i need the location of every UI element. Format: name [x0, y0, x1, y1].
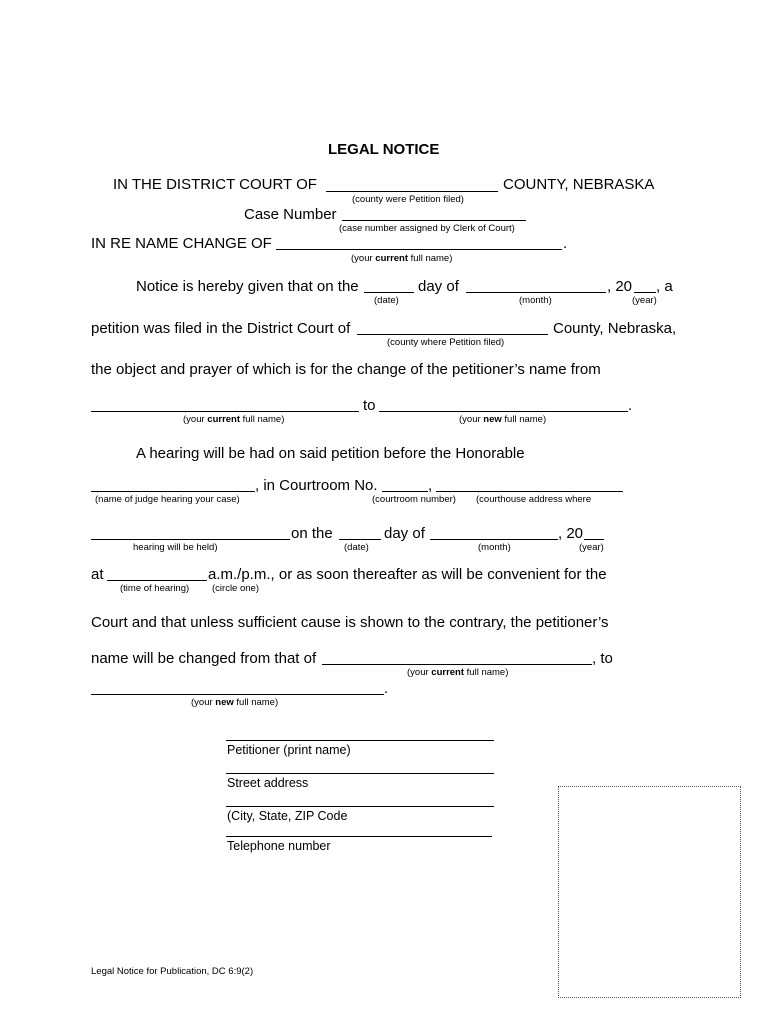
- notice-current-hint: (your current full name): [183, 414, 285, 425]
- hearing-court-line: Court and that unless sufficient cause is shown to the contrary, the petitioner’s: [91, 614, 609, 631]
- from-current-name-field[interactable]: [91, 411, 359, 412]
- notice-line1-d: , a: [656, 278, 673, 295]
- notice-month-hint: (month): [519, 295, 552, 306]
- page-title: LEGAL NOTICE: [328, 141, 440, 158]
- notice-year-field[interactable]: [634, 292, 656, 293]
- notice-county-field[interactable]: [357, 334, 548, 335]
- hearing-on-the: on the: [291, 525, 333, 542]
- notice-year-hint: (year): [632, 295, 657, 306]
- hearing-at: at: [91, 566, 104, 583]
- in-re-label: IN RE NAME CHANGE OF: [91, 235, 272, 252]
- hearing-ampm: a.m./p.m., or as soon thereafter as will be convenient for the: [208, 566, 607, 583]
- notice-date-hint: (date): [374, 295, 399, 306]
- notice-line2-b: County, Nebraska,: [553, 320, 677, 337]
- notice-to: to: [363, 397, 376, 414]
- notice-date-field[interactable]: [364, 292, 414, 293]
- street-address-field[interactable]: [226, 773, 494, 774]
- notice-new-hint: (your new full name): [459, 414, 547, 425]
- courthouse-hint: (courthouse address where: [476, 494, 592, 505]
- hearing-twenty: , 20: [558, 525, 584, 542]
- courtroom-number-field[interactable]: [382, 491, 428, 492]
- notice-line3: the object and prayer of which is for the change of the petitioner’s name from: [91, 361, 601, 378]
- judge-name-field[interactable]: [91, 491, 255, 492]
- city-state-zip-field[interactable]: [226, 806, 494, 807]
- hearing-period: .: [384, 680, 389, 697]
- hearing-year-hint: (year): [579, 542, 604, 553]
- notice-county-hint: (county where Petition filed): [387, 337, 505, 348]
- county-hint: (county were Petition filed): [352, 194, 464, 205]
- notice-line1-c: , 20: [607, 278, 633, 295]
- hearing-courtroom: , in Courtroom No.: [255, 477, 378, 494]
- courthouse-address-field[interactable]: [436, 491, 623, 492]
- telephone-field[interactable]: [226, 836, 492, 837]
- notice-month-field[interactable]: [466, 292, 606, 293]
- hearing-address-cont-field[interactable]: [91, 539, 290, 540]
- hearing-time-field[interactable]: [107, 580, 207, 581]
- petitioner-name-field[interactable]: [226, 740, 494, 741]
- hearing-circle-hint: (circle one): [212, 583, 259, 594]
- judge-hint: (name of judge hearing your case): [95, 494, 240, 505]
- notice-line1-b: day of: [418, 278, 459, 295]
- city-state-zip-label: (City, State, ZIP Code: [227, 809, 348, 823]
- in-re-hint: (your current full name): [351, 253, 453, 264]
- hearing-date-field[interactable]: [339, 539, 381, 540]
- hearing-new-name-field[interactable]: [91, 694, 384, 695]
- hearing-to: , to: [592, 650, 613, 667]
- notice-line1-a: Notice is hereby given that on the: [136, 278, 359, 295]
- hearing-month-hint: (month): [478, 542, 511, 553]
- petitioner-label: Petitioner (print name): [227, 743, 351, 757]
- publication-stamp-box: [558, 786, 741, 998]
- hearing-line1: A hearing will be had on said petition before the Honorable: [136, 445, 525, 462]
- court-suffix: COUNTY, NEBRASKA: [503, 176, 655, 193]
- hearing-held-hint: hearing will be held): [133, 542, 218, 553]
- notice-period: .: [628, 397, 633, 414]
- hearing-name-line: name will be changed from that of: [91, 650, 317, 667]
- in-re-period: .: [563, 235, 568, 252]
- hearing-current-name-field[interactable]: [322, 664, 592, 665]
- hearing-new-hint: (your new full name): [191, 697, 279, 708]
- case-number-hint: (case number assigned by Clerk of Court): [339, 223, 515, 234]
- hearing-year-field[interactable]: [584, 539, 604, 540]
- hearing-day-of: day of: [384, 525, 425, 542]
- county-field[interactable]: [326, 191, 498, 192]
- hearing-date-hint: (date): [344, 542, 369, 553]
- telephone-label: Telephone number: [227, 839, 331, 853]
- hearing-comma: ,: [428, 477, 433, 494]
- hearing-month-field[interactable]: [430, 539, 558, 540]
- footer-form-id: Legal Notice for Publication, DC 6:9(2): [91, 966, 254, 977]
- hearing-current-hint: (your current full name): [407, 667, 509, 678]
- notice-line2-a: petition was filed in the District Court of: [91, 320, 351, 337]
- case-number-label: Case Number: [244, 206, 337, 223]
- courtroom-hint: (courtroom number): [372, 494, 456, 505]
- in-re-name-field[interactable]: [276, 249, 562, 250]
- to-new-name-field[interactable]: [379, 411, 628, 412]
- hearing-time-hint: (time of hearing): [120, 583, 190, 594]
- court-prefix: IN THE DISTRICT COURT OF: [113, 176, 317, 193]
- case-number-field[interactable]: [342, 220, 526, 221]
- street-address-label: Street address: [227, 776, 309, 790]
